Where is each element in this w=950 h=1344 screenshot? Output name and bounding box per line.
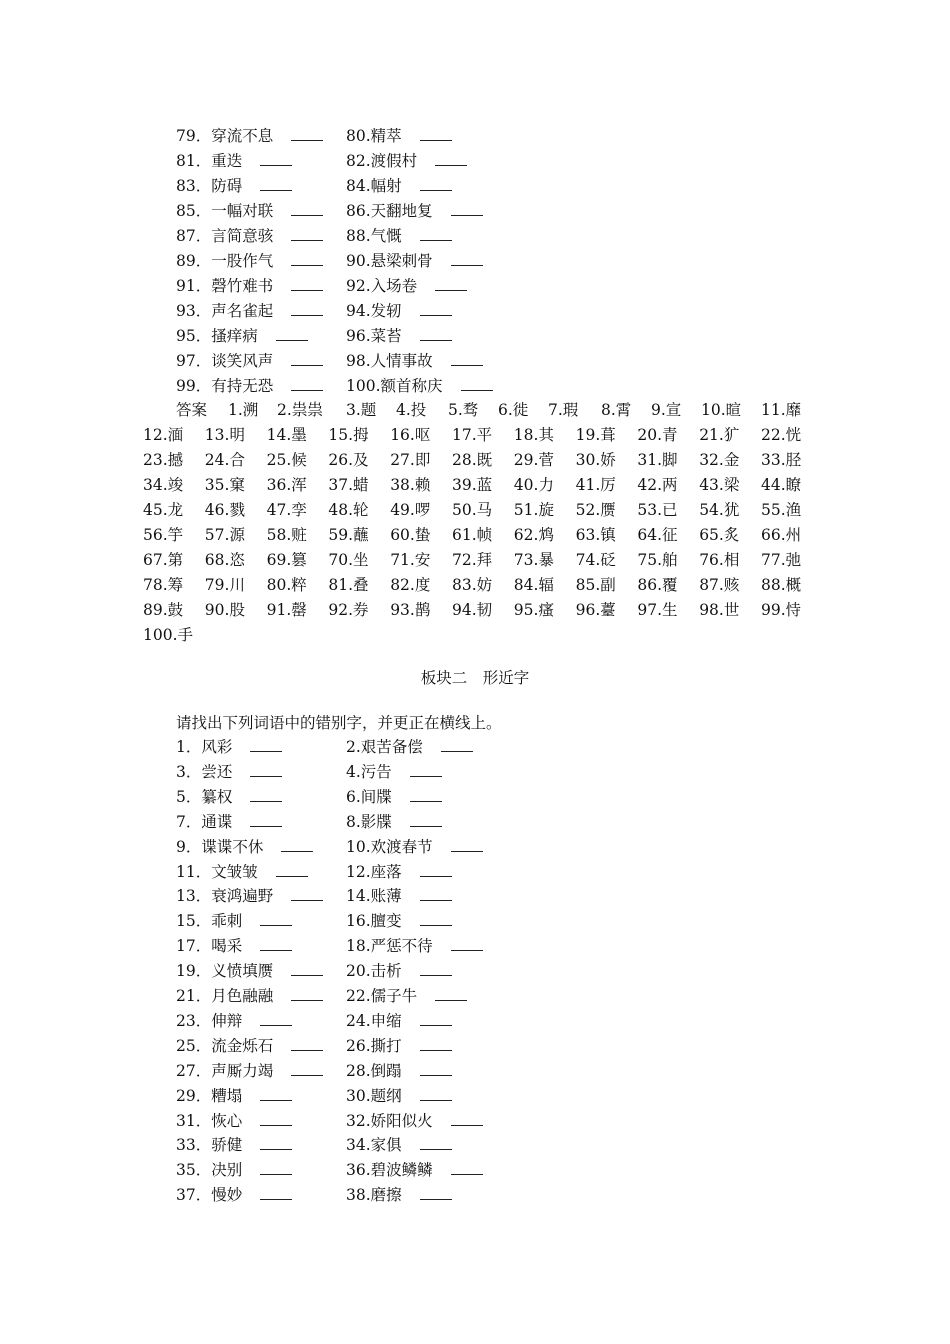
answer-item: 98.世 (699, 601, 740, 619)
exercise-text: 13．衰鸿遍野 (176, 887, 274, 906)
answer-item: 59.蘸 (328, 526, 369, 544)
answer-blank-line (420, 301, 452, 316)
answer-line (143, 423, 808, 447)
exercise-item (346, 374, 493, 398)
answer-item: 67.第 (143, 551, 184, 569)
exercise-text: 92.入场卷 (346, 277, 418, 295)
exercise-item (176, 1009, 292, 1033)
answer-line (143, 598, 808, 622)
answer-blank-line (291, 301, 323, 316)
exercise-item (346, 299, 452, 323)
answer-item: 47.孪 (266, 501, 307, 519)
exercise-item (346, 224, 452, 248)
exercise-item (346, 124, 452, 148)
answer-item: 7.瑕 (548, 401, 579, 419)
exercise-item (176, 934, 292, 958)
answer-item: 72.拜 (452, 551, 493, 569)
answer-line (143, 448, 808, 472)
answer-blank-line (420, 1135, 452, 1150)
exercise-text: 89．一股作气 (176, 252, 274, 270)
exercise-item (346, 149, 467, 173)
answer-item: 42.两 (637, 476, 678, 494)
exercise-item (176, 1059, 323, 1083)
answer-blank-line (291, 126, 323, 141)
answer-blank-line (260, 1011, 292, 1026)
answer-blank-line (291, 226, 323, 241)
answer-blank-line (420, 1086, 452, 1101)
answer-blank-line (451, 936, 483, 951)
exercise-item (346, 909, 452, 933)
answer-blank-line (291, 376, 323, 391)
answer-blank-line (451, 351, 483, 366)
exercise-text: 23．伸辩 (176, 1011, 243, 1030)
answer-blank-line (451, 201, 483, 216)
exercise-item (176, 299, 323, 323)
answer-item: 1.溯 (228, 401, 259, 419)
answer-item: 99.恃 (761, 601, 802, 619)
exercise-item (176, 349, 323, 373)
exercise-text: 27．声厮力竭 (176, 1061, 274, 1080)
answer-item: 64.征 (637, 526, 678, 544)
exercise-text: 25．流金烁石 (176, 1036, 274, 1055)
exercise-text: 81．重迭 (176, 152, 243, 170)
answer-item: 39.蓝 (452, 476, 493, 494)
answer-blank-line (260, 1185, 292, 1200)
exercise-item (346, 274, 467, 298)
answer-item: 18.其 (513, 426, 554, 444)
exercise-text: 79．穿流不息 (176, 127, 274, 145)
answer-item: 23.撼 (143, 451, 184, 469)
answer-item: 75.舶 (637, 551, 678, 569)
exercise-item (346, 174, 452, 198)
answer-item: 30.娇 (575, 451, 616, 469)
answer-item: 19.葺 (575, 426, 616, 444)
exercise-text: 91．磬竹难书 (176, 277, 274, 295)
exercise-text: 9．谍谍不休 (176, 837, 264, 856)
answer-item: 56.竽 (143, 526, 184, 544)
answer-item: 36.浑 (266, 476, 307, 494)
answer-blank-line (420, 911, 452, 926)
answer-blank-line (281, 837, 313, 852)
answer-blank-line (420, 862, 452, 877)
answer-blank-line (291, 276, 323, 291)
exercise-text: 1．风彩 (176, 738, 233, 756)
answer-item: 93.鹊 (390, 601, 431, 619)
answer-blank-line (451, 251, 483, 266)
answer-item: 53.已 (637, 501, 678, 519)
answer-item: 77.弛 (761, 551, 802, 569)
answer-item: 89.鼓 (143, 601, 184, 619)
answer-item: 92.券 (328, 601, 369, 619)
answer-blank-line (260, 911, 292, 926)
exercise-item (176, 760, 282, 784)
answer-blank-line (250, 737, 282, 752)
exercise-text: 96.菜苔 (346, 327, 402, 345)
exercise-item (346, 884, 452, 908)
exercise-item (176, 374, 323, 398)
answer-item: 38.赖 (390, 476, 431, 494)
answer-blank-line (291, 886, 323, 901)
answer-item: 9.宣 (651, 401, 682, 419)
answer-item: 43.梁 (699, 476, 740, 494)
answer-blank-line (420, 886, 452, 901)
exercise-item (346, 1109, 483, 1133)
answer-item: 63.镇 (575, 526, 616, 544)
exercise-item (176, 324, 308, 348)
answer-blank-line (260, 1111, 292, 1126)
exercise-text: 11．文皱皱 (176, 862, 258, 881)
answer-line (143, 623, 808, 647)
exercise-text: 19．义愤填赝 (176, 962, 274, 981)
answer-item: 80.粹 (266, 576, 307, 594)
exercise-text: 88.气慨 (346, 227, 402, 245)
answer-item: 74.砭 (575, 551, 616, 569)
exercise-item (176, 735, 282, 759)
answer-blank-line (291, 986, 323, 1001)
answer-item: 13.明 (204, 426, 245, 444)
exercise-text: 6.间牒 (346, 787, 392, 806)
exercise-text: 85．一幅对联 (176, 202, 274, 220)
answer-item: 20.青 (637, 426, 678, 444)
exercise-item (176, 984, 323, 1008)
answer-blank-line (260, 151, 292, 166)
exercise-item (176, 785, 282, 809)
answer-blank-line (420, 1061, 452, 1076)
answer-item: 2.祟祟 (277, 401, 323, 419)
exercise-text: 87．言简意骇 (176, 227, 274, 245)
exercise-item (346, 1034, 452, 1058)
exercise-text: 15．乖刺 (176, 912, 243, 931)
answer-blank-line (260, 1160, 292, 1175)
answer-item: 4.投 (396, 401, 427, 419)
answer-item: 6.徙 (498, 401, 529, 419)
answer-item: 57.源 (204, 526, 245, 544)
exercise-text: 16.膻变 (346, 912, 402, 931)
exercise-text: 17．喝采 (176, 937, 243, 956)
exercise-item (346, 934, 483, 958)
answer-item: 78.筹 (143, 576, 184, 594)
answer-blank-line (410, 762, 442, 777)
exercise-text: 38.磨擦 (346, 1186, 402, 1205)
answer-item: 37.蜡 (328, 476, 369, 494)
answer-item: 60.蛰 (390, 526, 431, 544)
answer-line (143, 523, 808, 547)
answer-item: 100.手 (143, 626, 194, 644)
answer-item: 52.赝 (575, 501, 616, 519)
answer-blank-line (260, 1086, 292, 1101)
answer-line (143, 548, 808, 572)
answer-item: 79.川 (204, 576, 245, 594)
exercise-text: 14.账薄 (346, 887, 402, 906)
answer-item: 97.生 (637, 601, 678, 619)
answer-item: 5.骛 (448, 401, 479, 419)
exercise-text: 99．有持无恐 (176, 377, 274, 395)
exercise-item (346, 324, 452, 348)
exercise-text: 20.击析 (346, 962, 402, 981)
answer-item: 69.篡 (266, 551, 307, 569)
answer-item: 88.概 (761, 576, 802, 594)
answer-blank-line (291, 1061, 323, 1076)
answer-blank-line (420, 1185, 452, 1200)
exercise-item (346, 249, 483, 273)
exercise-item (346, 1059, 452, 1083)
answer-blank-line (250, 762, 282, 777)
exercise-text: 83．防碍 (176, 177, 243, 195)
answer-line (143, 498, 808, 522)
answer-item: 27.即 (390, 451, 431, 469)
answer-blank-line (420, 961, 452, 976)
answer-blank-line (260, 936, 292, 951)
exercise-text: 93．声名雀起 (176, 302, 274, 320)
exercise-text: 3．尝还 (176, 762, 233, 781)
answer-item: 65.炙 (699, 526, 740, 544)
exercise-item (176, 1183, 292, 1207)
answer-blank-line (410, 812, 442, 827)
answer-item: 35.窠 (204, 476, 245, 494)
answer-item: 70.坐 (328, 551, 369, 569)
answer-line (143, 473, 808, 497)
answer-blank-line (276, 862, 308, 877)
exercise-text: 30.题纲 (346, 1086, 402, 1105)
exercise-item (176, 249, 323, 273)
exercise-item (346, 199, 483, 223)
answer-item: 34.竣 (143, 476, 184, 494)
answer-blank-line (420, 1011, 452, 1026)
answer-item: 96.薹 (575, 601, 616, 619)
exercise-text: 100.额首称庆 (346, 377, 443, 395)
answer-item: 10.暄 (701, 401, 742, 419)
exercise-item (176, 1084, 292, 1108)
answer-item: 17.平 (452, 426, 493, 444)
answer-blank-line (291, 201, 323, 216)
exercise-text: 90.悬梁刺骨 (346, 252, 433, 270)
exercise-text: 4.污告 (346, 762, 392, 781)
answer-item: 68.恣 (204, 551, 245, 569)
answer-item: 45.龙 (143, 501, 184, 519)
answer-item: 73.暴 (513, 551, 554, 569)
exercise-item (176, 959, 323, 983)
exercise-text: 12.座落 (346, 862, 402, 881)
answer-blank-line (435, 276, 467, 291)
section-title: 板块二 形近字 (420, 669, 530, 687)
exercise-text: 97．谈笑风声 (176, 352, 274, 370)
exercise-item (346, 1084, 452, 1108)
exercise-item (346, 810, 442, 834)
exercise-item (176, 810, 282, 834)
answer-blank-line (441, 737, 473, 752)
answer-blank-line (451, 1111, 483, 1126)
exercise-item (176, 1158, 292, 1182)
instruction-text: 请找出下列词语中的错别字，并更正在横线上。 (176, 714, 502, 732)
answer-item: 48.轮 (328, 501, 369, 519)
exercise-item (346, 959, 452, 983)
answer-item: 24.合 (204, 451, 245, 469)
exercise-text: 8.影牒 (346, 812, 392, 831)
exercise-text: 22.儒子牛 (346, 987, 418, 1005)
answer-blank-line (291, 351, 323, 366)
answer-item: 91.罄 (266, 601, 307, 619)
exercise-item (346, 1133, 452, 1157)
exercise-text: 29．糟塌 (176, 1086, 243, 1105)
exercise-text: 37．慢妙 (176, 1186, 243, 1205)
exercise-item (176, 174, 292, 198)
exercise-text: 2.艰苦备偿 (346, 738, 423, 756)
exercise-text: 18.严惩不待 (346, 937, 433, 956)
answer-item: 54.犹 (699, 501, 740, 519)
exercise-text: 10.欢渡春节 (346, 837, 433, 856)
answer-item: 12.湎 (143, 426, 184, 444)
exercise-item (346, 1009, 452, 1033)
answer-item: 49.啰 (390, 501, 431, 519)
exercise-text: 21．月色融融 (176, 987, 274, 1005)
answer-item: 95.瘙 (513, 601, 554, 619)
answer-item: 84.辐 (513, 576, 554, 594)
exercise-item (176, 274, 323, 298)
answer-item: 29.菅 (513, 451, 554, 469)
exercise-item (346, 984, 467, 1008)
answer-item: 85.副 (575, 576, 616, 594)
answer-item: 22.恍 (761, 426, 802, 444)
exercise-text: 7．通谍 (176, 812, 233, 831)
answer-blank-line (250, 812, 282, 827)
answer-blank-line (291, 1036, 323, 1051)
exercise-item (176, 149, 292, 173)
answer-item: 83.妨 (452, 576, 493, 594)
answer-item: 3.题 (346, 401, 377, 419)
answer-item: 31.脚 (637, 451, 678, 469)
exercise-text: 36.碧波鳞鳞 (346, 1161, 433, 1180)
answer-item: 71.安 (390, 551, 431, 569)
answer-item: 21.犷 (699, 426, 740, 444)
answer-item: 58.赃 (266, 526, 307, 544)
exercise-text: 34.家俱 (346, 1136, 402, 1155)
exercise-item (176, 224, 323, 248)
exercise-item (346, 1158, 483, 1182)
answer-item: 51.旋 (513, 501, 554, 519)
answer-blank-line (420, 326, 452, 341)
answer-blank-line (420, 176, 452, 191)
answer-item: 41.厉 (575, 476, 616, 494)
answer-item: 61.帧 (452, 526, 493, 544)
answer-item: 82.度 (390, 576, 431, 594)
exercise-text: 32.娇阳似火 (346, 1111, 433, 1130)
exercise-text: 24.申缩 (346, 1011, 402, 1030)
answer-item: 94.韧 (452, 601, 493, 619)
answer-item: 32.金 (699, 451, 740, 469)
answer-label: 答案 (176, 401, 208, 419)
exercise-text: 5．纂权 (176, 787, 233, 806)
answer-item: 87.赅 (699, 576, 740, 594)
answer-item: 62.鸩 (513, 526, 554, 544)
exercise-text: 98.人情事故 (346, 352, 433, 370)
answer-item: 25.候 (266, 451, 307, 469)
answer-blank-line (291, 251, 323, 266)
answer-blank-line (291, 961, 323, 976)
answer-blank-line (410, 787, 442, 802)
exercise-item (176, 835, 313, 859)
answer-line (143, 573, 808, 597)
answer-line (143, 398, 808, 422)
answer-item: 44.瞭 (761, 476, 802, 494)
exercise-text: 26.撕打 (346, 1036, 402, 1055)
answer-item: 15.拇 (328, 426, 369, 444)
answer-blank-line (260, 176, 292, 191)
answer-blank-line (420, 126, 452, 141)
answer-item: 81.叠 (328, 576, 369, 594)
exercise-text: 31．恢心 (176, 1111, 243, 1130)
exercise-item (176, 909, 292, 933)
answer-item: 86.覆 (637, 576, 678, 594)
answer-blank-line (435, 151, 467, 166)
exercise-text: 84.幅射 (346, 177, 402, 195)
answer-blank-line (260, 1135, 292, 1150)
exercise-text: 82.渡假村 (346, 152, 418, 170)
exercise-item (176, 1133, 292, 1157)
exercise-item (346, 835, 483, 859)
answer-item: 8.霄 (601, 401, 632, 419)
answer-blank-line (435, 986, 467, 1001)
answer-blank-line (451, 1160, 483, 1175)
exercise-item (176, 1034, 323, 1058)
answer-item: 76.相 (699, 551, 740, 569)
answer-item: 14.墨 (266, 426, 307, 444)
answer-item: 90.股 (204, 601, 245, 619)
answer-item: 40.力 (513, 476, 554, 494)
exercise-text: 80.精萃 (346, 127, 402, 145)
exercise-item (176, 199, 323, 223)
exercise-item (346, 349, 483, 373)
answer-blank-line (420, 226, 452, 241)
exercise-text: 94.发轫 (346, 302, 402, 320)
exercise-text: 28.倒蹋 (346, 1061, 402, 1080)
answer-blank-line (276, 326, 308, 341)
exercise-item (176, 860, 308, 884)
answer-item: 55.渔 (761, 501, 802, 519)
exercise-item (176, 884, 323, 908)
answer-blank-line (250, 787, 282, 802)
answer-item: 46.戮 (204, 501, 245, 519)
exercise-item (346, 1183, 452, 1207)
answer-item: 33.胫 (761, 451, 802, 469)
answer-item: 16.呕 (390, 426, 431, 444)
exercise-text: 35．决别 (176, 1161, 243, 1180)
exercise-item (346, 785, 442, 809)
answer-item: 28.既 (452, 451, 493, 469)
exercise-text: 86.天翻地复 (346, 202, 433, 220)
answer-blank-line (451, 837, 483, 852)
exercise-text: 95．搔痒病 (176, 327, 258, 345)
exercise-item (176, 1109, 292, 1133)
exercise-text: 33．骄健 (176, 1136, 243, 1155)
answer-blank-line (420, 1036, 452, 1051)
answer-item: 26.及 (328, 451, 369, 469)
answer-item: 66.州 (761, 526, 802, 544)
answer-item: 50.马 (452, 501, 493, 519)
exercise-item (176, 124, 323, 148)
answer-item: 11.靡 (761, 401, 802, 419)
exercise-item (346, 760, 442, 784)
exercise-item (346, 735, 473, 759)
answer-blank-line (461, 376, 493, 391)
exercise-item (346, 860, 452, 884)
